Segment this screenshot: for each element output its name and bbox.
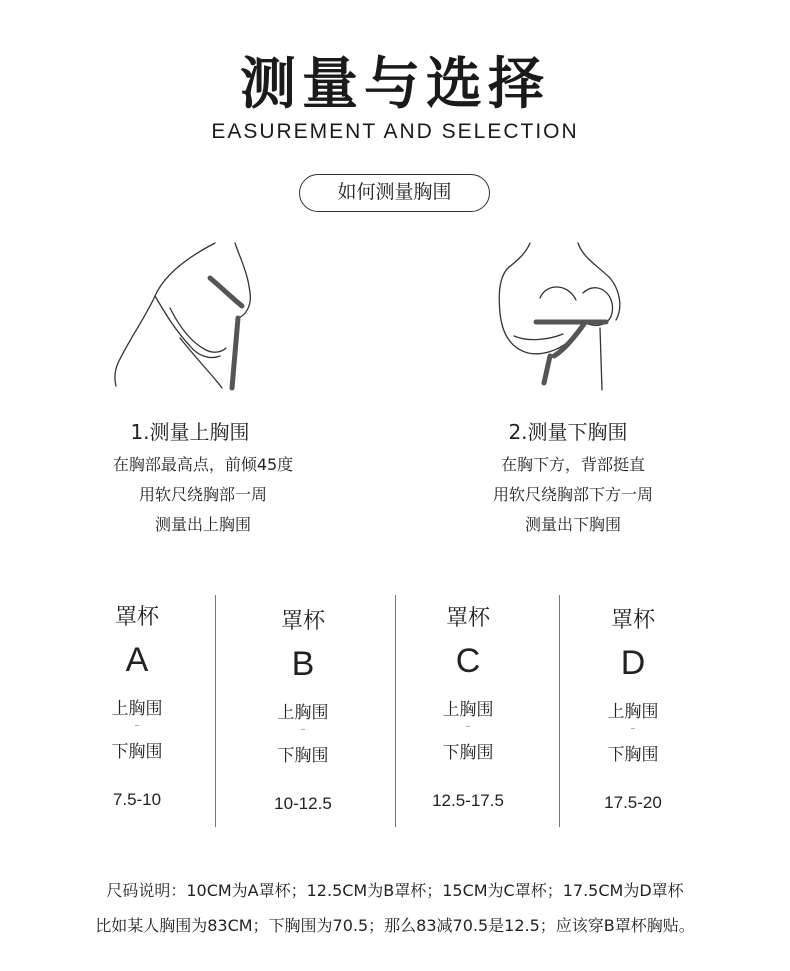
minus-sign: –	[134, 720, 140, 731]
minus-sign: –	[630, 723, 636, 734]
minus-sign: –	[300, 724, 306, 735]
step-2-line-2: 用软尺绕胸部下方一周	[492, 485, 653, 504]
page-title: 测量与选择	[240, 52, 550, 117]
cup-label: 罩杯	[610, 608, 655, 633]
cup-label: 罩杯	[114, 605, 159, 630]
cup-range: 10-12.5	[274, 794, 332, 813]
cup-range: 17.5-20	[604, 793, 662, 812]
step-1-line-1: 在胸部最高点，前倾45度	[112, 455, 294, 474]
cup-label: 罩杯	[445, 606, 490, 631]
under-bust-label: 下胸围	[277, 746, 329, 766]
upper-bust-label: 上胸围	[111, 699, 163, 719]
size-explanation: 尺码说明：10CM为A罩杯；12.5CM为B罩杯；15CM为C罩杯；17.5CM为D罩杯	[106, 881, 684, 900]
how-to-measure-tab: 如何测量胸围	[299, 174, 490, 212]
upper-bust-illustration	[110, 238, 280, 393]
size-example: 比如某人胸围为83CM；下胸围为70.5；那么83减70.5是12.5；应该穿B罩杯胸贴。	[95, 916, 695, 935]
upper-bust-label: 上胸围	[277, 703, 329, 723]
cup-letter: B	[291, 645, 315, 683]
minus-sign: –	[465, 721, 471, 732]
step-2-line-3: 测量出下胸围	[524, 515, 621, 534]
under-bust-label: 下胸围	[111, 742, 163, 762]
step-1-line-2: 用软尺绕胸部一周	[138, 485, 267, 504]
upper-bust-label: 上胸围	[607, 702, 659, 722]
cup-range: 7.5-10	[112, 790, 162, 809]
cup-column-d	[558, 603, 708, 813]
cup-letter: C	[455, 642, 481, 680]
step-2-line-1: 在胸下方，背部挺直	[500, 455, 645, 474]
step-2-description	[423, 450, 723, 540]
under-bust-illustration	[488, 238, 638, 393]
step-1-description	[53, 450, 353, 540]
step-1-title: 1.测量上胸围	[130, 420, 250, 444]
cup-column-a	[62, 600, 212, 810]
page-subtitle: EASUREMENT AND SELECTION	[211, 120, 579, 143]
upper-bust-label: 上胸围	[442, 700, 494, 720]
under-bust-label: 下胸围	[607, 745, 659, 765]
cup-column-c	[393, 601, 543, 811]
cup-column-b	[228, 604, 378, 814]
step-1-line-3: 测量出上胸围	[154, 515, 251, 534]
step-2-title: 2.测量下胸围	[508, 420, 628, 444]
cup-letter: D	[620, 644, 646, 682]
under-bust-label: 下胸围	[442, 743, 494, 763]
cup-label: 罩杯	[280, 609, 325, 634]
cup-range: 12.5-17.5	[432, 791, 504, 810]
column-divider	[215, 595, 216, 827]
cup-letter: A	[125, 641, 149, 679]
